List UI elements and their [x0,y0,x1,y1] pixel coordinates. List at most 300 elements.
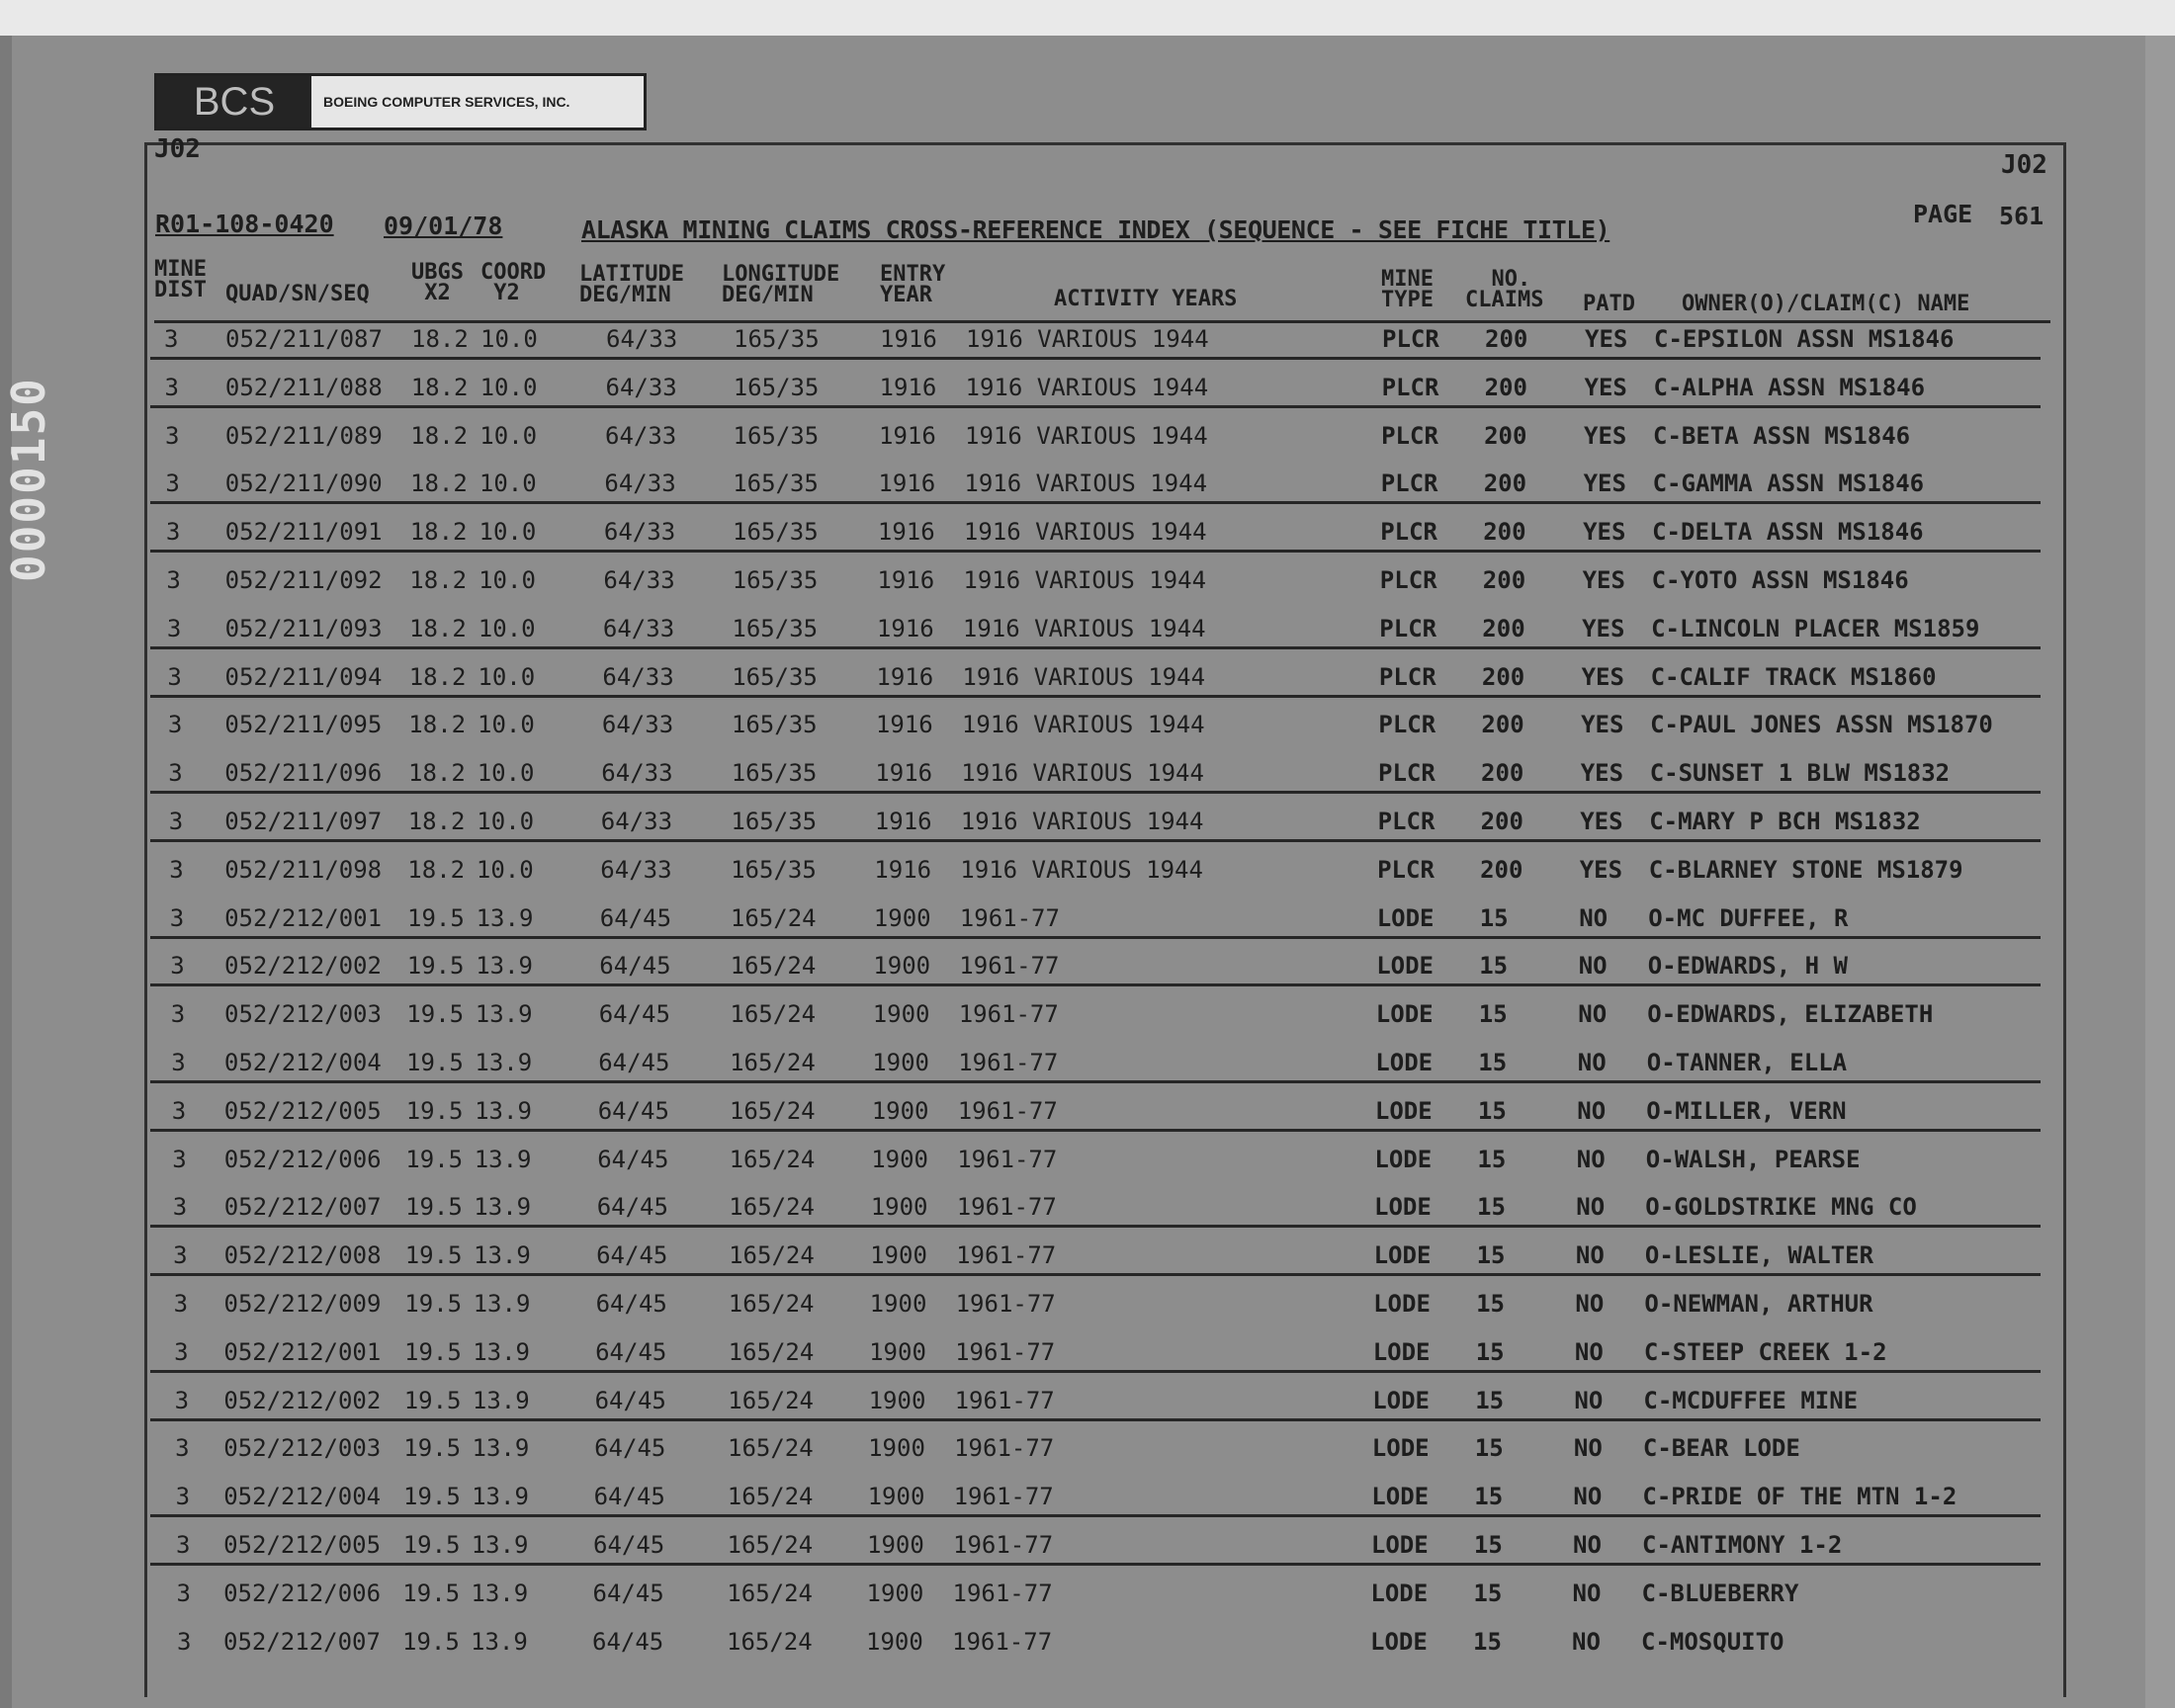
cell-y2: 10.0 [479,373,538,401]
cell-long: 165/35 [731,855,817,884]
cell-dist: 3 [164,373,179,401]
cell-dist: 3 [169,855,184,884]
cell-long: 165/24 [729,1096,816,1125]
cell-quad: 052/211/092 [224,566,383,594]
cell-type: LODE [1375,1049,1434,1076]
cell-dist: 3 [166,566,181,594]
cell-entry: 1916 [879,421,936,450]
cell-claims: 15 [1474,1434,1504,1463]
cell-x2: 19.5 [404,1290,463,1318]
margin-stamp-number: 0000150 [2,377,55,582]
report-title: ALASKA MINING CLAIMS CROSS-REFERENCE INDEX (SEQUENCE - SEE FICHE TITLE) [581,215,1610,244]
cell-entry: 1900 [867,1531,924,1559]
cell-long: 165/24 [730,952,817,981]
cell-act: 1961-77 [955,1337,1056,1366]
cell-entry: 1916 [875,759,933,788]
row-separator [150,550,2041,553]
column-header-act: ACTIVITY YEARS [1054,287,1238,311]
cell-act: 1916 VARIOUS 1944 [960,855,1203,884]
header-rule [154,320,2050,323]
cell-long: 165/24 [729,1241,815,1270]
cell-entry: 1900 [869,1337,926,1366]
cell-name: C-PAUL JONES ASSN MS1870 [1650,711,1993,739]
cell-patd: NO [1575,1241,1605,1270]
cell-quad: 052/212/006 [223,1579,382,1607]
cell-lat: 64/33 [601,759,673,788]
cell-act: 1916 VARIOUS 1944 [961,759,1204,788]
column-header-name: OWNER(O)/CLAIM(C) NAME [1682,292,1970,316]
cell-type: LODE [1371,1434,1430,1463]
cell-long: 165/35 [732,662,818,691]
cell-name: C-DELTA ASSN MS1846 [1652,518,1924,547]
cell-lat: 64/45 [599,903,672,932]
row-separator [150,1418,2041,1421]
cell-entry: 1900 [871,1096,929,1125]
scan-top-margin [0,0,2175,36]
cell-act: 1961-77 [952,1627,1053,1656]
cell-dist: 3 [172,1193,188,1222]
cell-lat: 64/33 [603,518,676,547]
cell-x2: 18.2 [408,759,466,788]
row-separator [150,1514,2041,1517]
cell-quad: 052/211/089 [224,421,383,450]
cell-type: PLCR [1377,808,1436,835]
cell-type: PLCR [1379,614,1437,642]
cell-lat: 64/45 [599,952,671,981]
cell-long: 165/24 [728,1290,815,1318]
cell-lat: 64/45 [592,1579,664,1607]
cell-claims: 15 [1478,1049,1508,1076]
cell-type: LODE [1374,1096,1433,1125]
cell-dist: 3 [171,1049,186,1076]
cell-y2: 10.0 [478,470,537,498]
cell-quad: 052/212/001 [224,903,383,932]
cell-y2: 13.9 [471,1627,528,1656]
cell-lat: 64/33 [605,373,677,401]
cell-lat: 64/45 [595,1290,667,1318]
cell-type: LODE [1373,1241,1432,1270]
cell-long: 165/35 [733,518,819,547]
column-header-type: MINE TYPE [1381,267,1434,312]
cell-lat: 64/45 [598,1000,670,1029]
row-separator [150,1225,2041,1228]
cell-patd: NO [1579,903,1609,932]
cell-y2: 13.9 [474,1145,532,1173]
cell-y2: 13.9 [475,1000,533,1029]
cell-type: PLCR [1379,566,1437,594]
cell-lat: 64/33 [600,855,672,884]
cell-lat: 64/45 [594,1434,666,1463]
cell-x2: 18.2 [410,373,469,401]
cell-patd: YES [1580,808,1623,835]
cell-entry: 1916 [874,808,932,835]
cell-patd: NO [1574,1386,1604,1414]
cell-long: 165/24 [728,1386,814,1414]
cell-x2: 19.5 [402,1531,461,1559]
report-date: 09/01/78 [384,212,503,240]
cell-entry: 1900 [870,1193,928,1222]
cell-x2: 19.5 [405,1193,463,1222]
cell-quad: 052/212/006 [223,1145,382,1173]
cell-x2: 19.5 [404,1241,463,1270]
cell-name: O-TANNER, ELLA [1646,1049,1848,1076]
page-label: PAGE [1913,200,1973,228]
cell-patd: NO [1577,1096,1607,1125]
cell-y2: 13.9 [473,1337,530,1366]
cell-lat: 64/45 [598,1049,670,1076]
cell-entry: 1900 [869,1290,927,1318]
cell-y2: 10.0 [478,566,536,594]
cell-entry: 1916 [876,614,934,642]
cell-dist: 3 [168,759,183,788]
cell-long: 165/24 [729,1193,815,1222]
cell-long: 165/24 [728,1337,815,1366]
cell-act: 1961-77 [959,952,1060,981]
cell-claims: 200 [1485,325,1528,353]
cell-type: PLCR [1378,662,1436,691]
cell-y2: 13.9 [472,1483,529,1511]
cell-patd: YES [1583,470,1626,498]
cell-dist: 3 [177,1627,192,1656]
cell-long: 165/24 [730,1049,816,1076]
cell-long: 165/35 [732,614,819,642]
cell-dist: 3 [176,1531,191,1559]
cell-name: C-CALIF TRACK MS1860 [1650,662,1937,691]
cell-entry: 1900 [868,1434,925,1463]
cell-x2: 19.5 [403,1386,462,1414]
cell-claims: 15 [1477,1096,1507,1125]
cell-act: 1961-77 [953,1483,1054,1511]
cell-lat: 64/33 [601,711,674,739]
cell-type: LODE [1376,903,1435,932]
cell-name: C-LINCOLN PLACER MS1859 [1651,614,1980,642]
cell-act: 1916 VARIOUS 1944 [965,373,1209,401]
cell-name: O-EDWARDS, H W [1647,952,1848,981]
cell-claims: 200 [1483,518,1526,547]
cell-dist: 3 [170,1000,186,1029]
cell-lat: 64/33 [603,566,675,594]
cell-claims: 15 [1478,1000,1508,1029]
cell-y2: 10.0 [477,759,535,788]
cell-x2: 19.5 [406,952,465,981]
cell-name: O-LESLIE, WALTER [1644,1241,1874,1270]
cell-claims: 15 [1479,903,1509,932]
cell-quad: 052/212/004 [223,1483,382,1511]
cell-x2: 19.5 [403,1483,461,1511]
cell-claims: 15 [1477,1145,1507,1173]
cell-type: LODE [1372,1337,1431,1366]
cell-dist: 3 [170,952,185,981]
cell-dist: 3 [169,903,185,932]
cell-quad: 052/211/087 [225,325,383,353]
cell-y2: 13.9 [472,1434,530,1463]
cell-long: 165/24 [728,1434,814,1463]
cell-y2: 13.9 [471,1579,529,1607]
cell-act: 1916 VARIOUS 1944 [962,614,1206,642]
cell-long: 165/35 [734,325,820,353]
cell-patd: NO [1576,1193,1606,1222]
cell-act: 1961-77 [957,1096,1058,1125]
cell-quad: 052/212/003 [223,1434,382,1463]
cell-patd: NO [1578,1000,1608,1029]
cell-patd: YES [1585,325,1628,353]
cell-dist: 3 [173,1290,189,1318]
row-separator [150,839,2041,842]
cell-type: PLCR [1382,325,1439,353]
column-header-y2: COORD Y2 [480,260,547,305]
cell-dist: 3 [174,1337,189,1366]
cell-x2: 19.5 [405,1145,464,1173]
cell-long: 165/24 [727,1579,813,1607]
cell-y2: 10.0 [478,614,536,642]
cell-name: C-ANTIMONY 1-2 [1642,1531,1843,1559]
cell-quad: 052/212/005 [223,1096,382,1125]
cell-patd: NO [1573,1483,1603,1511]
cell-claims: 200 [1482,614,1525,642]
cell-claims: 15 [1476,1241,1506,1270]
cell-claims: 200 [1482,566,1526,594]
cell-act: 1961-77 [958,1049,1059,1076]
cell-lat: 64/33 [602,662,674,691]
cell-quad: 052/212/008 [223,1241,382,1270]
cell-type: PLCR [1381,373,1439,401]
cell-type: PLCR [1380,470,1438,498]
cell-quad: 052/211/097 [224,808,383,835]
column-header-patd: PATD [1583,292,1635,316]
cell-dist: 3 [172,1145,187,1173]
cell-quad: 052/211/093 [224,614,383,642]
cell-long: 165/35 [732,566,819,594]
cell-quad: 052/211/090 [224,470,383,498]
report-id: R01-108-0420 [155,210,334,238]
cell-type: PLCR [1378,711,1436,739]
cell-quad: 052/212/005 [223,1531,382,1559]
cell-entry: 1916 [874,855,932,884]
cell-claims: 15 [1477,1193,1506,1222]
cell-quad: 052/212/007 [223,1627,381,1656]
cell-x2: 19.5 [403,1434,462,1463]
cell-name: C-MCDUFFEE MINE [1643,1386,1859,1414]
cell-entry: 1916 [877,566,935,594]
cell-act: 1916 VARIOUS 1944 [961,711,1205,739]
cell-y2: 10.0 [476,855,534,884]
cell-patd: NO [1572,1627,1601,1656]
cell-entry: 1916 [878,470,936,498]
cell-claims: 200 [1481,662,1525,691]
cell-act: 1961-77 [959,903,1060,932]
cell-dist: 3 [176,1579,191,1607]
cell-long: 165/24 [729,1145,816,1173]
cell-type: LODE [1370,1531,1429,1559]
cell-act: 1961-77 [957,1145,1058,1173]
cell-lat: 64/33 [602,614,675,642]
cell-type: LODE [1374,1145,1433,1173]
cell-act: 1916 VARIOUS 1944 [965,421,1208,450]
cell-lat: 64/45 [597,1145,669,1173]
cell-entry: 1916 [876,662,934,691]
cell-long: 165/35 [731,711,818,739]
cell-lat: 64/33 [600,808,673,835]
cell-lat: 64/33 [606,325,678,353]
cell-x2: 18.2 [411,325,469,353]
cell-entry: 1900 [872,1049,929,1076]
cell-x2: 19.5 [407,903,465,932]
cell-y2: 13.9 [472,1386,530,1414]
cell-name: C-BLUEBERRY [1641,1579,1799,1607]
cell-claims: 15 [1475,1337,1505,1366]
page-number: 561 [1999,202,2044,230]
row-separator [150,983,2041,986]
cell-patd: YES [1581,711,1624,739]
cell-x2: 18.2 [408,662,467,691]
cell-patd: NO [1573,1434,1603,1463]
cell-type: LODE [1372,1386,1430,1414]
row-separator [150,1563,2041,1566]
cell-x2: 18.2 [408,711,467,739]
cell-claims: 200 [1483,470,1527,498]
cell-claims: 15 [1473,1579,1503,1607]
row-separator [150,357,2041,360]
cell-patd: YES [1584,373,1627,401]
cell-claims: 15 [1475,1386,1505,1414]
cell-dist: 3 [166,614,182,642]
cell-quad: 052/212/002 [223,1386,382,1414]
cell-name: C-BETA ASSN MS1846 [1653,421,1911,450]
cell-quad: 052/212/009 [223,1290,382,1318]
cell-long: 165/24 [727,1627,813,1656]
cell-y2: 13.9 [475,1049,533,1076]
cell-act: 1961-77 [954,1386,1055,1414]
cell-name: O-MILLER, VERN [1646,1096,1847,1125]
cell-name: C-SUNSET 1 BLW MS1832 [1649,759,1951,788]
cell-x2: 18.2 [409,566,468,594]
cell-act: 1916 VARIOUS 1944 [964,470,1208,498]
cell-lat: 64/33 [605,421,677,450]
cell-name: C-GAMMA ASSN MS1846 [1652,470,1925,498]
cell-lat: 64/45 [595,1337,667,1366]
cell-name: O-NEWMAN, ARTHUR [1644,1290,1873,1318]
cell-quad: 052/212/001 [223,1337,382,1366]
cell-entry: 1916 [880,325,937,353]
cell-name: C-PRIDE OF THE MTN 1-2 [1642,1483,1958,1511]
cell-claims: 15 [1473,1627,1502,1656]
column-header-claims: NO. CLAIMS [1465,267,1544,312]
row-separator [150,1370,2041,1373]
cell-claims: 200 [1481,711,1524,739]
cell-x2: 18.2 [409,614,467,642]
cell-dist: 3 [167,662,182,691]
cell-dist: 3 [171,1096,187,1125]
cell-name: C-STEEP CREEK 1-2 [1643,1337,1887,1366]
cell-lat: 64/45 [593,1531,665,1559]
cell-patd: NO [1573,1531,1602,1559]
cell-y2: 13.9 [473,1290,531,1318]
cell-lat: 64/45 [596,1193,668,1222]
cell-x2: 19.5 [406,1000,465,1029]
cell-entry: 1900 [870,1241,927,1270]
column-header-lat: LATITUDE DEG/MIN [579,262,684,307]
cell-act: 1961-77 [954,1434,1055,1463]
cell-type: PLCR [1381,421,1438,450]
cell-type: LODE [1370,1579,1429,1607]
cell-y2: 13.9 [476,903,534,932]
cell-claims: 200 [1481,759,1524,788]
cell-long: 165/35 [731,759,818,788]
cell-x2: 19.5 [404,1337,462,1366]
cell-name: O-GOLDSTRIKE MNG CO [1645,1193,1917,1222]
cell-long: 165/24 [727,1531,814,1559]
cell-quad: 052/211/095 [224,711,383,739]
cell-long: 165/35 [733,421,820,450]
cell-long: 165/24 [727,1483,814,1511]
cell-y2: 13.9 [471,1531,529,1559]
cell-quad: 052/211/091 [224,518,383,547]
row-separator [150,791,2041,794]
cell-type: LODE [1374,1193,1432,1222]
cell-y2: 10.0 [479,421,538,450]
cell-patd: YES [1581,662,1624,691]
cell-claims: 200 [1480,855,1523,884]
cell-dist: 3 [167,711,183,739]
cell-name: C-EPSILON ASSN MS1846 [1654,325,1955,353]
cell-dist: 3 [175,1483,191,1511]
cell-entry: 1900 [866,1627,923,1656]
cell-quad: 052/211/088 [224,373,383,401]
cell-patd: YES [1582,566,1625,594]
row-separator [150,936,2041,939]
cell-act: 1916 VARIOUS 1944 [963,518,1207,547]
cell-patd: YES [1583,518,1626,547]
cell-quad: 052/212/004 [223,1049,382,1076]
cell-entry: 1900 [868,1386,926,1414]
cell-type: PLCR [1377,855,1435,884]
cell-claims: 15 [1476,1290,1505,1318]
row-separator [150,405,2041,408]
cell-type: LODE [1371,1483,1430,1511]
cell-type: LODE [1370,1627,1428,1656]
cell-long: 165/24 [730,903,817,932]
cell-lat: 64/45 [596,1241,668,1270]
column-header-long: LONGITUDE DEG/MIN [722,262,840,307]
cell-quad: 052/211/094 [224,662,383,691]
cell-x2: 19.5 [402,1627,460,1656]
cell-dist: 3 [168,808,184,835]
cell-x2: 18.2 [410,470,468,498]
cell-act: 1961-77 [952,1579,1053,1607]
cell-act: 1916 VARIOUS 1944 [962,662,1206,691]
cell-name: C-BEAR LODE [1642,1434,1800,1463]
cell-type: PLCR [1378,759,1436,788]
cell-dist: 3 [173,1241,188,1270]
scan-left-margin [0,36,12,1708]
cell-y2: 10.0 [478,662,536,691]
cell-x2: 19.5 [406,1049,464,1076]
company-name: BOEING COMPUTER SERVICES, INC. [323,94,570,110]
cell-x2: 18.2 [407,808,466,835]
cell-y2: 10.0 [477,808,535,835]
cell-lat: 64/45 [594,1386,666,1414]
column-header-x2: UBGS X2 [411,260,464,305]
cell-y2: 13.9 [475,1096,532,1125]
cell-y2: 13.9 [476,952,533,981]
cell-type: LODE [1373,1290,1431,1318]
cell-entry: 1916 [877,518,935,547]
cell-entry: 1900 [873,952,931,981]
cell-patd: YES [1579,855,1623,884]
cell-y2: 13.9 [474,1193,532,1222]
cell-entry: 1900 [867,1483,925,1511]
cell-lat: 64/45 [597,1096,669,1125]
